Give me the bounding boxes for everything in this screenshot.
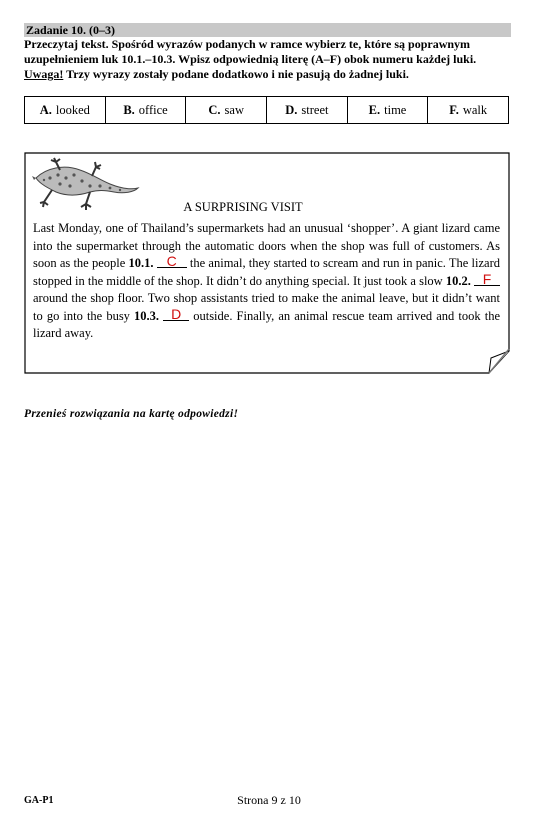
task-header: Zadanie 10. (0–3) (24, 23, 511, 37)
task-instructions (24, 37, 511, 82)
story-part-1: Last Monday, one of Thailand’s supermarkets had an unusual ‘shopper’. A giant lizard came into the supermarket through the automatic doors when the shop was full of customers. As soon as the people (33, 221, 500, 270)
answer-10-3: D (171, 305, 182, 322)
option-word: looked (55, 102, 90, 117)
option-word: walk (462, 102, 488, 117)
gap-label-10-3: 10.3. (134, 308, 160, 323)
option-word: time (384, 102, 407, 117)
instruction-line-1: Przeczytaj tekst. Spośród wyrazów podanych w ramce wybierz te, które są poprawnym (24, 37, 471, 51)
option-letter: F. (449, 102, 459, 117)
option-c (185, 97, 266, 123)
option-d (266, 97, 347, 123)
option-word: office (138, 102, 168, 117)
answer-10-1: C (166, 253, 177, 269)
story-text (33, 220, 500, 343)
option-letter: B. (123, 102, 135, 117)
warning-label: Uwaga! (24, 67, 64, 81)
exam-code: GA-P1 (24, 795, 54, 806)
option-word: street (301, 102, 329, 117)
gap-label-10-1: 10.1. (128, 256, 154, 270)
story-part-4: outside. Finally, an animal rescue team arrived and took the lizard away. (33, 308, 500, 340)
option-f (427, 97, 508, 123)
transfer-answers-instruction: Przenieś rozwiązania na kartę odpowiedzi! (24, 408, 239, 420)
warning-text: Trzy wyrazy zostały podane dodatkowo i nie pasują do żadnej luki. (63, 67, 409, 81)
option-letter: E. (368, 102, 381, 117)
gap-10-1[interactable] (157, 255, 187, 268)
option-letter: D. (285, 102, 298, 117)
word-options-box (24, 96, 509, 124)
instruction-line-2: uzupełnieniem luk 10.1.–10.3. Wpisz odpowiednią literę (A–F) obok numeru każdej luki. (24, 52, 477, 66)
option-b (105, 97, 186, 123)
gap-label-10-2: 10.2. (445, 273, 471, 288)
option-letter: C. (208, 102, 221, 117)
option-word: saw (224, 102, 244, 117)
story-part-3: around the shop floor. Two shop assistants tried to make the animal leave, but it didn’t want to go into the busy (33, 291, 500, 323)
answer-10-2: F (482, 270, 492, 287)
story-title: A SURPRISING VISIT (183, 200, 303, 214)
page-number: Strona 9 z 10 (237, 793, 301, 807)
option-e (347, 97, 428, 123)
option-a (25, 97, 105, 123)
gap-10-2[interactable] (474, 270, 500, 287)
story-part-2: the animal, they started to scream and run in panic. The lizard stopped in the middle of the shop. It didn’t do anything special. It just took a slow (33, 256, 500, 288)
option-letter: A. (39, 102, 52, 117)
gap-10-3[interactable] (163, 305, 189, 322)
